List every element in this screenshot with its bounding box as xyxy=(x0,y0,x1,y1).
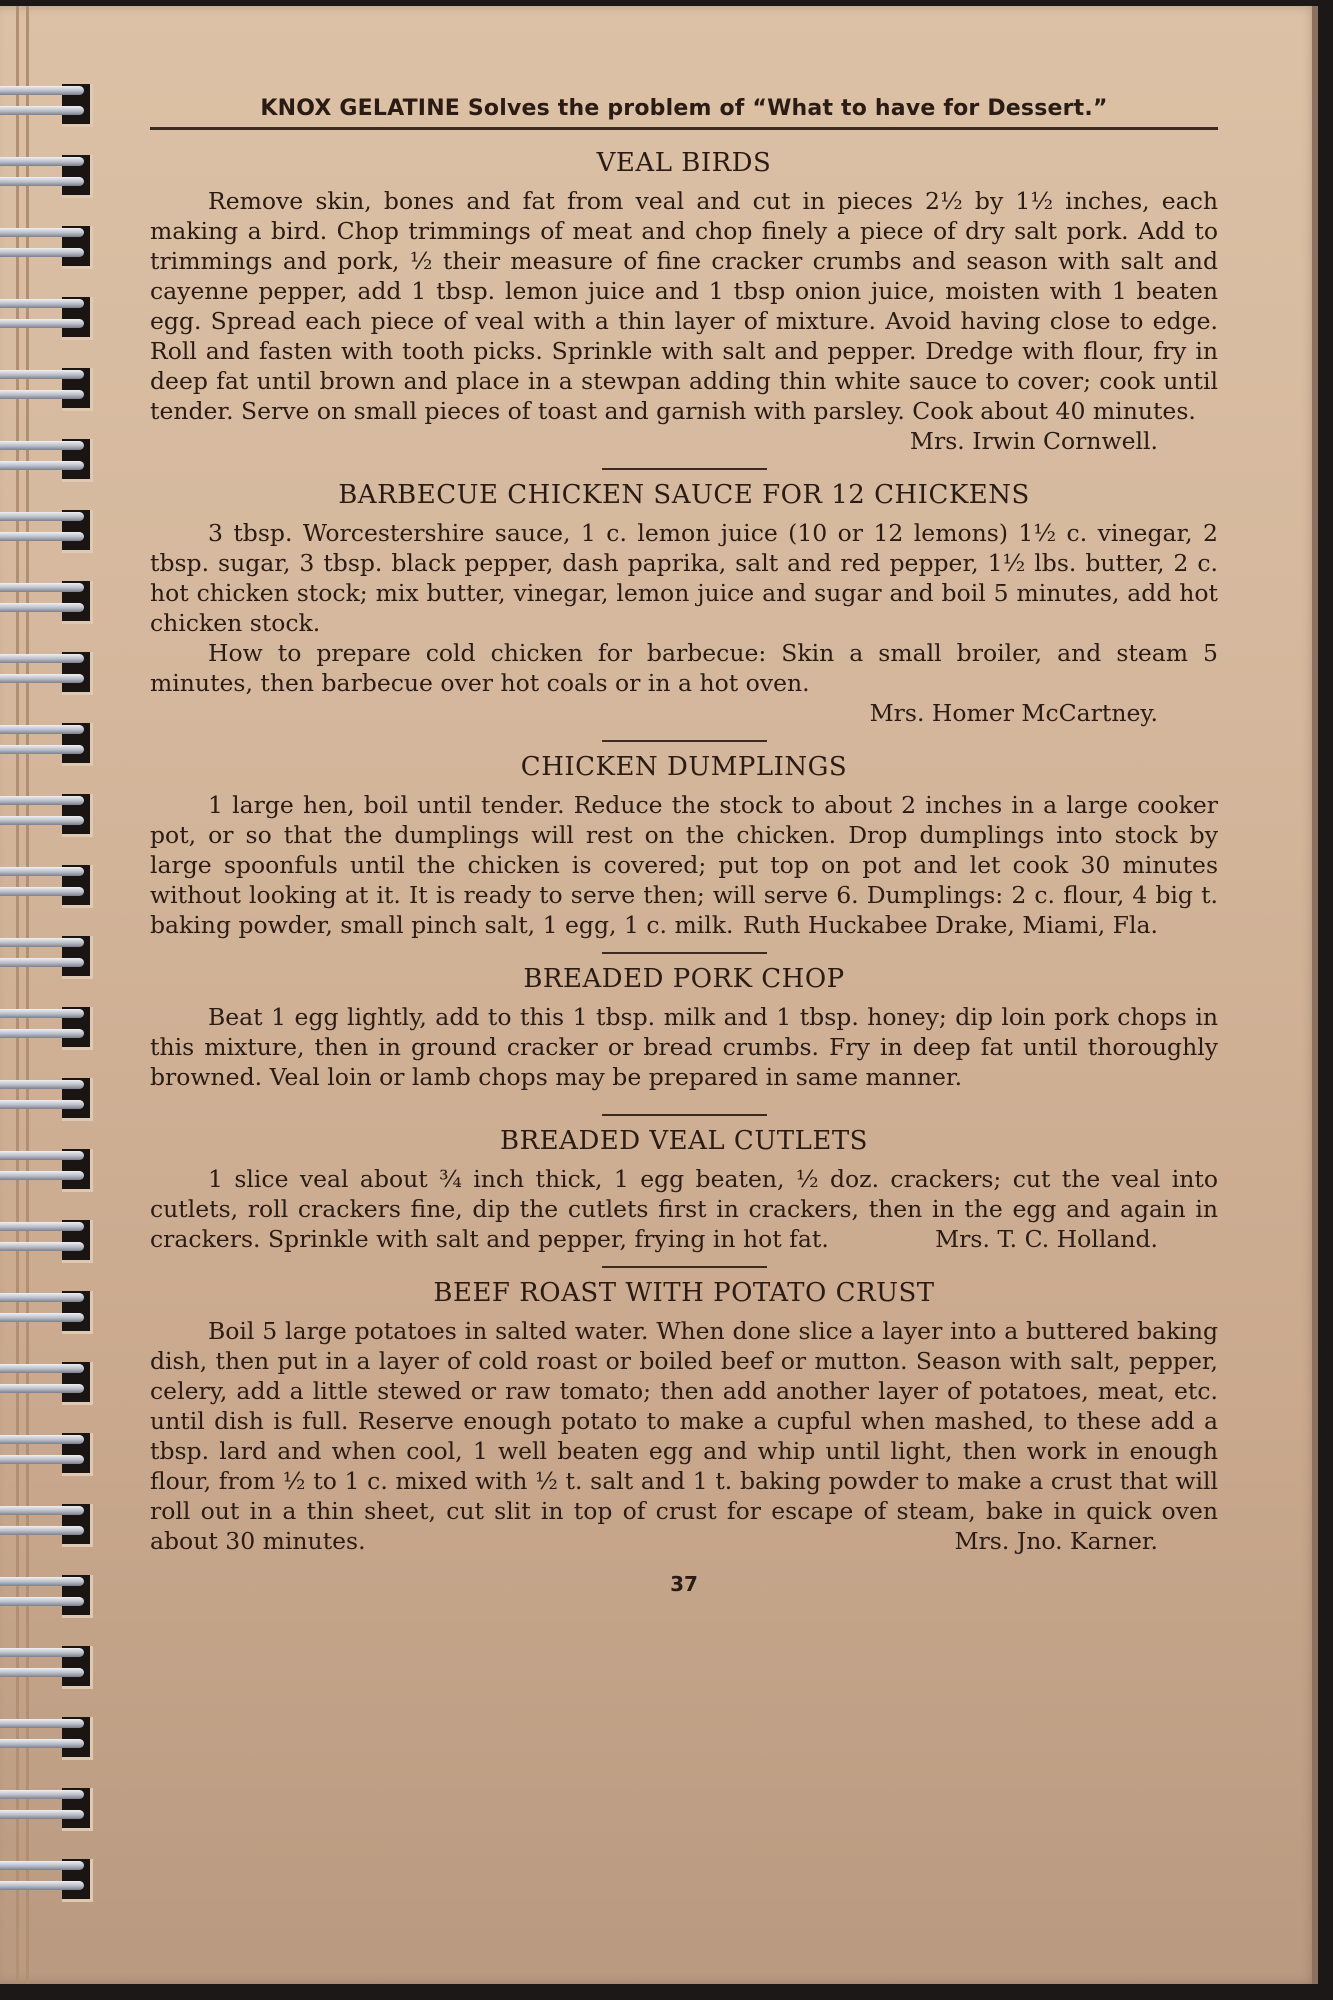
recipe-breaded-veal-cutlets xyxy=(150,1126,1218,1254)
page-edge xyxy=(1312,6,1318,1984)
recipe-body: Boil 5 large potatoes in salted water. When done slice a layer into a buttered baking dish, then put in a layer of cold roast or boiled beef or mutton. Season with salt, pepper, celery, add a little stewed or raw tomato; then add another layer of potatoes, meat, etc. until dish is full. Reserve enough potato to make a cupful when mashed, to these add a tbsp. lard and when cool, 1 well beaten egg and whip until light, then work in enough flour, from ½ to 1 c. mixed with ½ t. salt and 1 t. baking powder to make a crust that will roll out in a thin sheet, cut slit in top of crust for escape of steam, bake in quick oven about 30 minutes. xyxy=(150,1317,1218,1555)
spiral-coil xyxy=(0,1218,95,1266)
recipe-author: Mrs. Jno. Karner. xyxy=(954,1527,1158,1555)
recipe-body: 3 tbsp. Worcestershire sauce, 1 c. lemon juice (10 or 12 lemons) 1½ c. vinegar, 2 tbsp. sugar, 3 tbsp. black pepper, dash paprika, salt and red pepper, 1½ lbs. butter, 2 c. hot chicken stock; mix butter, vinegar, lemon juice and sugar and boil 5 minutes, add hot chicken stock. xyxy=(150,519,1218,637)
recipe-title: BEEF ROAST WITH POTATO CRUST xyxy=(433,1278,935,1308)
spiral-coil xyxy=(0,1147,95,1195)
spiral-coil xyxy=(0,1573,95,1621)
recipe-author: Mrs. Homer McCartney. xyxy=(869,699,1158,727)
spiral-coil xyxy=(0,1076,95,1124)
page-content xyxy=(150,96,1218,1596)
spiral-coil xyxy=(0,1715,95,1763)
recipe-body: How to prepare cold chicken for barbecue: Skin a small broiler, and steam 5 minutes, then barbecue over hot coals or in a hot oven. xyxy=(150,639,1218,697)
recipe-veal-birds xyxy=(150,148,1218,456)
recipe-title: BREADED VEAL CUTLETS xyxy=(500,1126,868,1156)
divider-rule xyxy=(602,1266,767,1268)
spiral-coil xyxy=(0,863,95,911)
spiral-coil xyxy=(0,508,95,556)
divider-rule xyxy=(602,468,767,470)
recipe-body: 1 slice veal about ¾ inch thick, 1 egg beaten, ½ doz. crackers; cut the veal into cutlets, roll crackers fine, dip the cutlets first in crackers, then in the egg and again in crackers. Sprinkle with salt and pepper, frying in hot fat. xyxy=(150,1165,1218,1253)
spiral-coil xyxy=(0,1502,95,1550)
cookbook-page xyxy=(0,6,1318,1984)
spiral-coil xyxy=(0,1431,95,1479)
spiral-coil xyxy=(0,1289,95,1337)
recipe-title: VEAL BIRDS xyxy=(596,148,772,178)
recipe-author: Ruth Huckabee Drake, Miami, Fla. xyxy=(742,911,1158,939)
spiral-coil xyxy=(0,579,95,627)
spiral-coil xyxy=(0,1644,95,1692)
spiral-coil xyxy=(0,224,95,272)
spiral-coil xyxy=(0,650,95,698)
spiral-coil xyxy=(0,366,95,414)
spiral-coil xyxy=(0,153,95,201)
spiral-coil xyxy=(0,721,95,769)
recipe-barbecue-chicken-sauce xyxy=(150,480,1218,728)
spiral-coil xyxy=(0,1360,95,1408)
recipe-chicken-dumplings xyxy=(150,752,1218,940)
spiral-coil xyxy=(0,792,95,840)
recipe-title: BREADED PORK CHOP xyxy=(523,964,845,994)
recipe-author: Mrs. T. C. Holland. xyxy=(935,1225,1158,1253)
spiral-coil xyxy=(0,1005,95,1053)
spiral-coil xyxy=(0,295,95,343)
divider-rule xyxy=(602,740,767,742)
running-head: KNOX GELATINE Solves the problem of “What to have for Dessert.” xyxy=(150,96,1218,130)
recipe-title: CHICKEN DUMPLINGS xyxy=(520,752,848,782)
recipe-beef-roast-potato-crust xyxy=(150,1278,1218,1556)
recipe-body: Beat 1 egg lightly, add to this 1 tbsp. milk and 1 tbsp. honey; dip loin pork chops in this mixture, then in ground cracker or bread crumbs. Fry in deep fat until thoroughly browned. Veal loin or lamb chops may be prepared in same manner. xyxy=(150,1003,1218,1091)
divider-rule xyxy=(602,1114,767,1116)
recipe-body: 1 large hen, boil until tender. Reduce the stock to about 2 inches in a large cooker pot, or so that the dumplings will rest on the chicken. Drop dumplings into stock by large spoonfuls until the chicken is covered; put top on pot and let cook 30 minutes without looking at it. It is ready to serve then; will serve 6. Dumplings: 2 c. flour, 4 big t. baking powder, small pinch salt, 1 egg, 1 c. milk. xyxy=(150,791,1218,939)
divider-rule xyxy=(602,952,767,954)
page-number: 37 xyxy=(670,1572,698,1596)
spiral-coil xyxy=(0,82,95,130)
recipe-breaded-pork-chop xyxy=(150,964,1218,1092)
spiral-coil xyxy=(0,437,95,485)
spiral-coil xyxy=(0,1857,95,1905)
spiral-coil xyxy=(0,934,95,982)
recipe-author: Mrs. Irwin Cornwell. xyxy=(909,427,1158,455)
spiral-coil xyxy=(0,1786,95,1834)
recipe-body: Remove skin, bones and fat from veal and cut in pieces 2½ by 1½ inches, each making a bird. Chop trimmings of meat and chop finely a piece of dry salt pork. Add to trimmings and pork, ½ their measure of fine cracker crumbs and season with salt and cayenne pepper, add 1 tbsp. lemon juice and 1 tbsp onion juice, moisten with 1 beaten egg. Spread each piece of veal with a thin layer of mixture. Avoid having close to edge. Roll and fasten with tooth picks. Sprinkle with salt and pepper. Dredge with flour, fry in deep fat until brown and place in a stewpan adding thin white sauce to cover; cook until tender. Serve on small pieces of toast and garnish with parsley. Cook about 40 minutes. xyxy=(150,187,1218,425)
recipe-title: BARBECUE CHICKEN SAUCE FOR 12 CHICKENS xyxy=(338,480,1030,510)
